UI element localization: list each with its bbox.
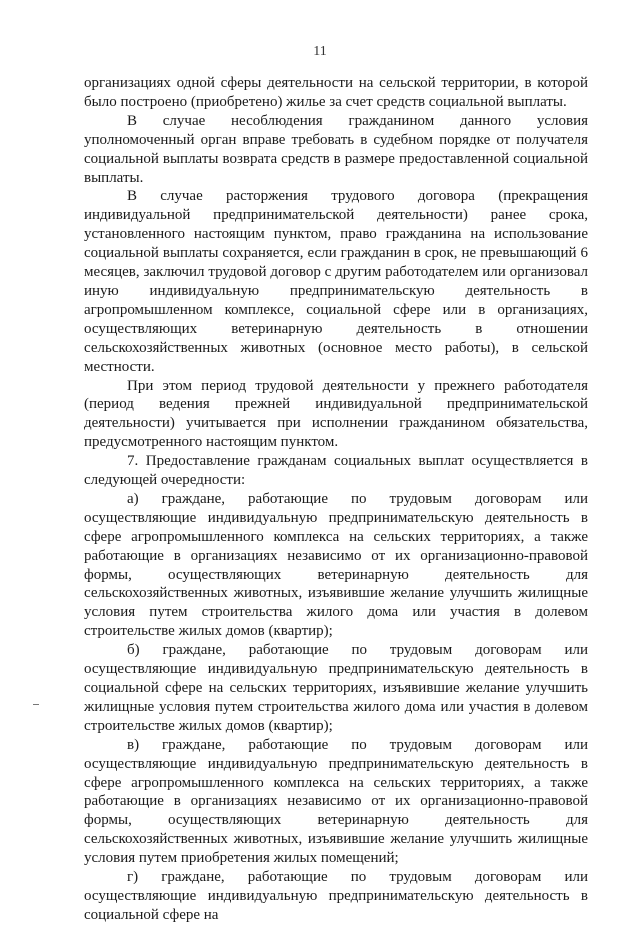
paragraph-item-7b: б) граждане, работающие по трудовым договорам или осуществляющие индивидуальную предпринимательскую деятельность в социальной сфере на сельских территориях, изъявившие желание улучшить жилищные условия путем строительства жилого дома или участия в долевом строительстве жилых домов (квартир); <box>84 642 588 734</box>
paragraph-item-7a: а) граждане, работающие по трудовым договорам или осуществляющие индивидуальную предпринимательскую деятельность в сфере агропромышленного комплекса на сельских территориях, а также работающие в организациях независимо от их организационно-правовой формы, осуществляющих ветеринарную деятельность для сельскохозяйственных животных, изъявившие желание улучшить жилищные условия путем строительства жилого дома или участия в долевом строительстве жилых домов (квартир); <box>84 490 588 640</box>
paragraph-noncompliance: В случае несоблюдения гражданином данного условия уполномоченный орган вправе требовать в судебном порядке от получателя социальной выплаты возврата средств в размере предоставленной социальной выплаты. <box>84 112 588 186</box>
paragraph-previous-employment: При этом период трудовой деятельности у прежнего работодателя (период ведения прежней индивидуальной предпринимательской деятельности) учитывается при исполнении гражданином обязательства, предусмотренного настоящим пунктом. <box>84 377 588 451</box>
paragraph-item-7v: в) граждане, работающие по трудовым договорам или осуществляющие индивидуальную предпринимательскую деятельность в сфере агропромышленного комплекса на сельских территориях, а также работающие в организациях независимо от их организационно-правовой формы, осуществляющих ветеринарную деятельность для сельскохозяйственных животных, изъявившие желание улучшить жилищные условия путем приобретения жилых помещений; <box>84 736 588 867</box>
paragraph-item-7g: г) граждане, работающие по трудовым договорам или осуществляющие индивидуальную предпринимательскую деятельность в социальной сфере на <box>84 869 588 923</box>
paragraph-item-7: 7. Предоставление гражданам социальных выплат осуществляется в следующей очередности: <box>84 453 588 489</box>
document-body <box>84 74 588 925</box>
page-number: 11 <box>313 44 327 59</box>
margin-mark <box>33 704 39 705</box>
paragraph-continuation: организациях одной сферы деятельности на сельской территории, в которой было построено (приобретено) жилье за счет средств социальной выплаты. <box>84 75 588 110</box>
paragraph-contract-termination: В случае расторжения трудового договора (прекращения индивидуальной предпринимательской деятельности) ранее срока, установленного настоящим пунктом, право гражданина на использование социальной выплаты сохраняется, если гражданин в срок, не превышающий 6 месяцев, заключил трудовой договор с другим работодателем или организовал иную индивидуальную предпринимательскую деятельность в агропромышленном комплексе, социальной сфере или в организациях, осуществляющих ветеринарную деятельность в отношении сельскохозяйственных животных (основное место работы), в сельской местности. <box>84 188 588 375</box>
